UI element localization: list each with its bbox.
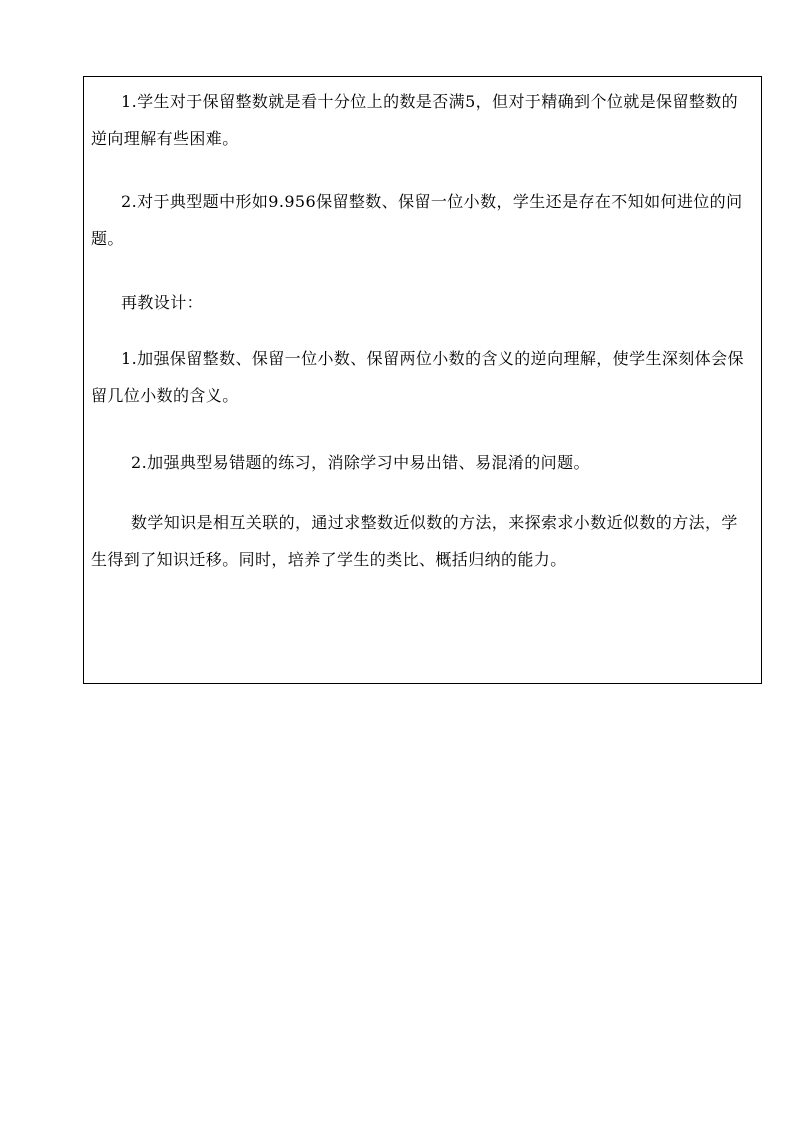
reflection-paragraph-2: 2.对于典型题中形如9.956保留整数、保留一位小数，学生还是存在不知如何进位的问题。 <box>91 192 743 248</box>
redesign-heading: 再教设计： <box>121 293 204 312</box>
summary-paragraph: 数学知识是相互关联的，通过求整数近似数的方法，来探索求小数近似数的方法，学生得到了知识迁移。同时，培养了学生的类比、概括归纳的能力。 <box>91 513 738 569</box>
reflection-paragraph-1: 1.学生对于保留整数就是看十分位上的数是否满5，但对于精确到个位就是保留整数的逆向理解有些困难。 <box>91 92 739 148</box>
redesign-item-1: 1.加强保留整数、保留一位小数、保留两位小数的含义的逆向理解，使学生深刻体会保留几位小数的含义。 <box>91 349 744 405</box>
redesign-item-2: 2.加强典型易错题的练习，消除学习中易出错、易混淆的问题。 <box>131 453 590 472</box>
reflection-table-cell <box>83 76 762 684</box>
